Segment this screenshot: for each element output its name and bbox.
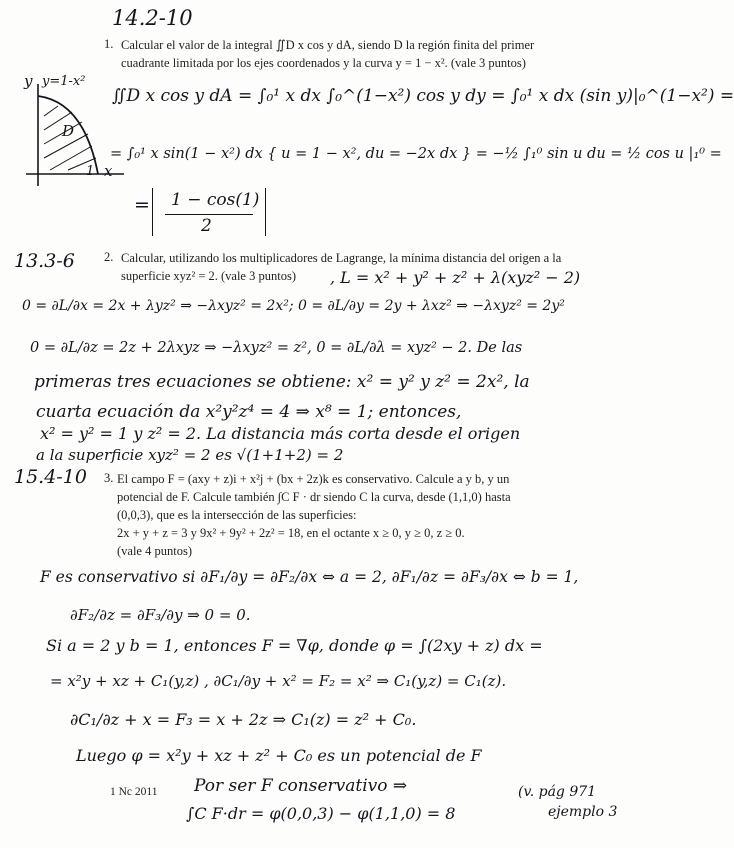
problem-3-side-tag: 15.4-10 <box>14 466 87 488</box>
problem-1-statement-line-1: Calcular el valor de la integral ∬D x cos y dA, siendo D la región finita del primer <box>121 38 535 52</box>
problem-3-statement-line-1: El campo F = (axy + z)i + x²j + (bx + 2z)k es conservativo. Calcule a y b, y un <box>117 472 510 486</box>
problem-1-answer-box <box>152 188 266 236</box>
problem-1-answer-denominator: 2 <box>201 216 212 236</box>
header-tag: 14.2-10 <box>112 6 193 30</box>
sketch-region-label: D <box>62 122 75 140</box>
problem-2-solution-line-1: 0 = ∂L/∂x = 2x + λyz² ⇒ −λxyz² = 2x²; 0 = ∂L/∂y = 2y + λxz² ⇒ −λxyz² = 2y² <box>22 298 565 314</box>
problem-1-statement-line-2: cuadrante limitada por los ejes coordenados y la curva y = 1 − x². (vale 3 puntos) <box>121 56 526 70</box>
problem-3-reference-line-1: (v. pág 971 <box>518 784 597 800</box>
problem-3-solution-line-8: ∫C F·dr = φ(0,0,3) − φ(1,1,0) = 8 <box>186 804 456 823</box>
problem-2-solution-line-6: a la superficie xyz² = 2 es √(1+1+2) = 2 <box>36 446 344 464</box>
problem-3-statement-line-3: (0,0,3), que es la intersección de las superficies: <box>117 508 357 522</box>
problem-3-number: 3. <box>104 471 114 485</box>
problem-3-statement-line-4: 2x + y + z = 3 y 9x² + 9y² + 2z² = 18, en el octante x ≥ 0, y ≥ 0, z ≥ 0. <box>117 526 465 540</box>
problem-3-statement-line-5: (vale 4 puntos) <box>117 544 192 558</box>
problem-1-number: 1. <box>104 37 114 51</box>
problem-2-solution-line-3: primeras tres ecuaciones se obtiene: x² = y² y z² = 2x², la <box>34 372 530 392</box>
problem-3-solution-line-5: ∂C₁/∂z + x = F₃ = x + 2z ⇒ C₁(z) = z² + C₀. <box>70 710 417 729</box>
problem-1-solution-line-2: = ∫₀¹ x sin(1 − x²) dx { u = 1 − x², du = −2x dx } = −½ ∫₁⁰ sin u du = ½ cos u |₁⁰ = <box>110 146 722 162</box>
problem-2-solution-line-5: x² = y² = 1 y z² = 2. La distancia más corta desde el origen <box>40 424 521 443</box>
problem-2-statement-line-2: superficie xyz² = 2. (vale 3 puntos) <box>121 269 296 283</box>
sketch-y-axis-label: y <box>24 72 33 90</box>
problem-1-answer-numerator: 1 − cos(1) <box>171 190 260 210</box>
problem-2-statement-line-1: Calcular, utilizando los multiplicadores de Lagrange, la mínima distancia del origen a la <box>121 251 562 265</box>
problem-3-reference-line-2: ejemplo 3 <box>548 804 618 820</box>
problem-3-solution-line-2: ∂F₂/∂z = ∂F₃/∂y ⇒ 0 = 0. <box>70 606 251 624</box>
problem-3-solution-line-6: Luego φ = x²y + xz + z² + C₀ es un potencial de F <box>76 746 482 765</box>
problem-2-lagrangian: , L = x² + y² + z² + λ(xyz² − 2) <box>330 268 581 287</box>
problem-2-solution-line-2: 0 = ∂L/∂z = 2z + 2λxyz ⇒ −λxyz² = z², 0 = ∂L/∂λ = xyz² − 2. De las <box>30 340 523 356</box>
problem-2-solution-line-4: cuarta ecuación da x²y²z⁴ = 4 ⇒ x⁸ = 1; entonces, <box>36 402 462 422</box>
problem-2-side-tag: 13.3-6 <box>14 250 75 272</box>
sketch-x-axis-label: x <box>104 162 113 180</box>
problem-3-solution-line-4: = x²y + xz + C₁(y,z) , ∂C₁/∂y + x² = F₂ = x² ⇒ C₁(y,z) = C₁(z). <box>50 672 507 690</box>
sketch-curve-label: y=1-x² <box>42 74 86 89</box>
problem-1-solution-line-1: ∬D x cos y dA = ∫₀¹ x dx ∫₀^(1−x²) cos y dy = ∫₀¹ x dx (sin y)|₀^(1−x²) = <box>112 86 734 106</box>
problem-3-solution-line-7: Por ser F conservativo ⇒ <box>194 776 408 796</box>
problem-3-solution-line-3: Si a = 2 y b = 1, entonces F = ∇φ, donde φ = ∫(2xy + z) dx = <box>46 636 543 655</box>
problem-3-statement-line-2: potencial de F. Calcule también ∫C F · dr siendo C la curva, desde (1,1,0) hasta <box>117 490 511 504</box>
problem-3-solution-line-1: F es conservativo si ∂F₁/∂y = ∂F₂/∂x ⇔ a = 2, ∂F₁/∂z = ∂F₃/∂x ⇔ b = 1, <box>40 568 579 586</box>
problem-2-number: 2. <box>104 250 114 264</box>
sketch-x-tick: 1 <box>86 164 95 179</box>
footer-date: 1 Nc 2011 <box>110 786 158 798</box>
fraction-bar <box>165 214 253 215</box>
